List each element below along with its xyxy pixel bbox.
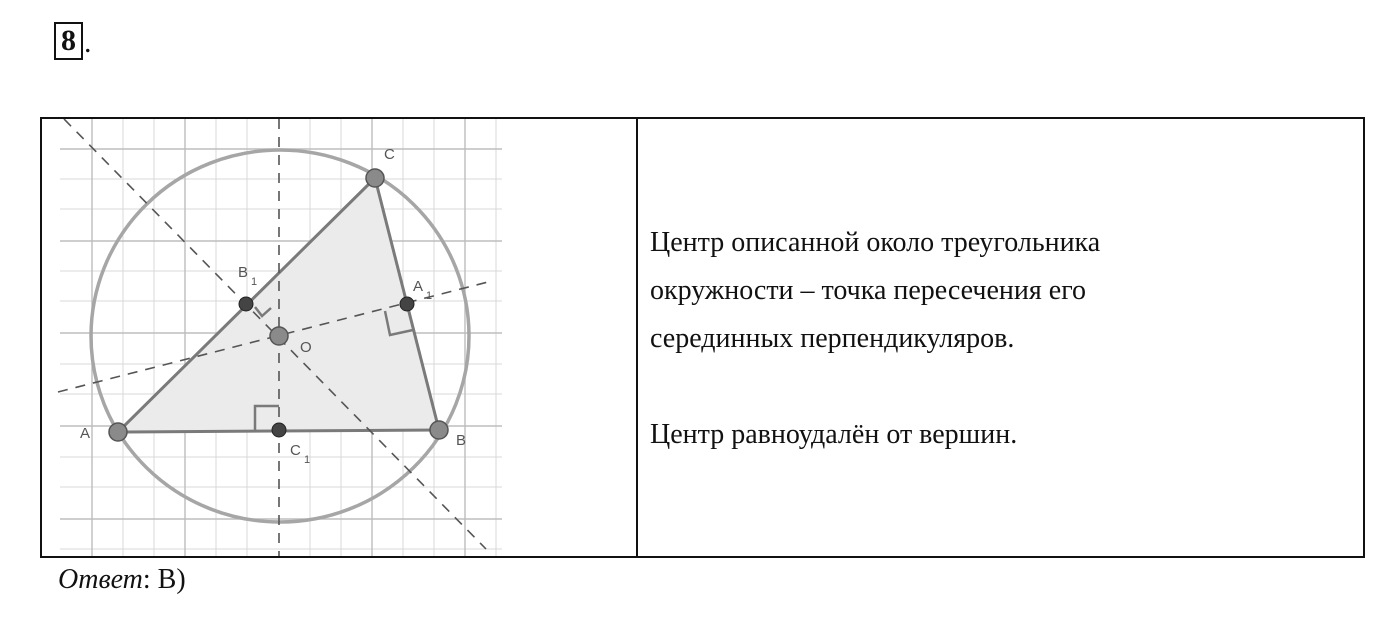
- midpoint-b1: [239, 297, 253, 311]
- explanation-text: [650, 219, 1350, 459]
- vertex-b: [430, 421, 448, 439]
- explanation-cell: [638, 119, 1363, 556]
- label-c1-sub: 1: [304, 454, 311, 466]
- midpoint-c1: [272, 423, 286, 437]
- label-a1-sub: 1: [426, 290, 433, 302]
- label-b: B: [456, 432, 467, 449]
- explanation-line-2: окружности – точка пересечения его: [650, 275, 1086, 306]
- midpoint-a1: [400, 297, 414, 311]
- geometry-figure: [42, 119, 636, 556]
- center-o: [270, 327, 288, 345]
- figure-cell: [42, 119, 638, 556]
- vertex-a: [109, 423, 127, 441]
- answer-separator: :: [142, 564, 158, 595]
- label-b1-sub: 1: [251, 276, 258, 288]
- label-b1: B: [238, 264, 249, 281]
- answer-label: Ответ: [58, 564, 143, 595]
- answer: [58, 560, 186, 600]
- vertex-c: [366, 169, 384, 187]
- task-number: [54, 20, 92, 60]
- label-c1: C: [290, 442, 301, 459]
- solution-table: [40, 117, 1365, 558]
- explanation-line-1: Центр описанной около треугольника: [650, 227, 1101, 258]
- label-o: O: [300, 339, 312, 356]
- task-number-dot: .: [84, 26, 92, 59]
- explanation-line-3: серединных перпендикуляров.: [650, 323, 1015, 354]
- label-c: C: [384, 146, 395, 163]
- label-a1: A: [413, 278, 424, 295]
- paragraph-gap: [650, 363, 1350, 411]
- task-number-box: 8: [54, 22, 83, 60]
- explanation-line-4: Центр равноудалён от вершин.: [650, 419, 1018, 450]
- label-a: A: [80, 425, 91, 442]
- answer-value: В): [157, 564, 186, 595]
